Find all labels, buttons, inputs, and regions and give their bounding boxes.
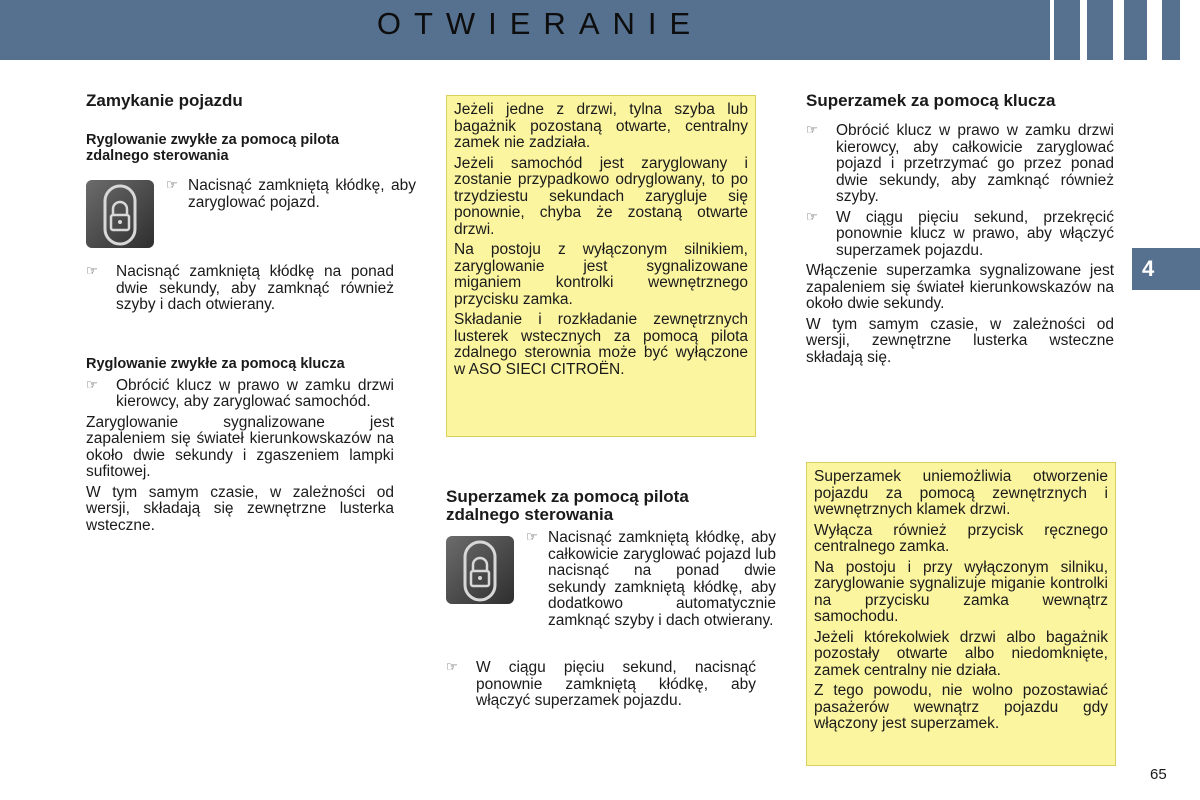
paragraph-superlock-mirrors: W tym samym czasie, w zależności od wersji, zewnętrzne lusterka wsteczne składają się.: [806, 315, 1114, 366]
column-3: [806, 92, 1114, 370]
pointing-hand-icon: ☞: [806, 208, 818, 224]
lock-button-icon: [446, 536, 514, 604]
superlock-remote-step: [446, 529, 776, 660]
note-box-superlock: [806, 462, 1116, 766]
paragraph-lock-signal: Zaryglowanie sygnalizowane jest zapaleniem się świateł kierunkowskazów na około dwie sekundy i zgaszeniem lampki sufitowej.: [86, 413, 394, 480]
paragraph-superlock-signal: Włączenie superzamka sygnalizowane jest zapaleniem się świateł kierunkowskazów na około dwie sekundy.: [806, 262, 1114, 312]
bullet-remote-lock: ☞ Nacisnąć zamkniętą kłódkę, aby zaryglować pojazd.: [166, 177, 416, 211]
note-box-locking: [446, 95, 756, 437]
pointing-hand-icon: ☞: [86, 376, 98, 392]
bullet-superlock-remote: ☞ Nacisnąć zamkniętą kłódkę, aby całkowicie zaryglować pojazd lub nacisnąć na ponad dwie sekundy zamkniętą kłódkę, aby dodatkowo automatycznie zamknąć szyby i dach otwierany.: [526, 529, 776, 629]
lock-button-icon: [86, 180, 154, 248]
chapter-tab: 4: [1132, 248, 1200, 290]
column-1: [86, 91, 416, 538]
pointing-hand-icon: ☞: [806, 122, 818, 137]
bullet-superlock-key: ☞ Obrócić klucz w prawo w zamku drzwi kierowcy, aby całkowicie zaryglować pojazd i przetrzymać go przez ponad dwie sekundy, aby zamknąć również szyby.: [806, 122, 1114, 205]
heading-remote-locking: Ryglowanie zwykłe za pomocą pilota zdalnego sterowania: [86, 132, 340, 164]
bullet-superlock-confirm: ☞ W ciągu pięciu sekund, nacisnąć ponownie zamkniętą kłódkę, aby włączyć superzamek pojazdu.: [446, 659, 756, 709]
bullet-superlock-key-confirm: ☞ W ciągu pięciu sekund, przekręcić ponownie klucz w prawo, aby włączyć superzamek pojazdu.: [806, 208, 1114, 259]
note-paragraph: Wyłącza również przycisk ręcznego centralnego zamka.: [814, 521, 1108, 555]
note-paragraph: Na postoju i przy wyłączonym silniku, zaryglowanie sygnalizuje miganie kontrolki na przycisku zamka wewnątrz samochodu.: [814, 558, 1108, 625]
pointing-hand-icon: ☞: [166, 177, 178, 192]
note-paragraph: Jeżeli jedne z drzwi, tylna szyba lub bagażnik pozostaną otwarte, centralny zamek nie zadziała.: [454, 101, 748, 151]
note-paragraph: Składanie i rozkładanie zewnętrznych lusterek wstecznych za pomocą pilota zdalnego sterownia może być wyłączone w ASO SIECI CITROËN.: [454, 311, 748, 378]
note-paragraph: Superzamek uniemożliwia otworzenie pojazdu za pomocą zewnętrznych i wewnętrznych klamek drzwi.: [814, 468, 1108, 518]
pointing-hand-icon: ☞: [446, 659, 458, 674]
heading-key-locking: Ryglowanie zwykłe za pomocą klucza: [86, 355, 345, 372]
pointing-hand-icon: ☞: [526, 529, 538, 544]
heading-superlock-remote: Superzamek za pomocą pilota zdalnego sterowania: [446, 487, 689, 524]
page-title: OTWIERANIE: [376, 6, 704, 41]
section-title-locking: Zamykanie pojazdu: [86, 91, 243, 110]
note-paragraph: Jeżeli którekolwiek drzwi albo bagażnik pozostały otwarte albo niedomknięte, zamek centralny nie działa.: [814, 628, 1108, 679]
pointing-hand-icon: ☞: [86, 263, 98, 278]
heading-superlock-key: Superzamek za pomocą klucza: [806, 91, 1056, 110]
bullet-remote-lock-windows: ☞ Nacisnąć zamkniętą kłódkę na ponad dwie sekundy, aby zamknąć również szyby i dach otwierany.: [86, 263, 394, 313]
note-paragraph: Z tego powodu, nie wolno pozostawiać pasażerów wewnątrz pojazdu gdy włączony jest superzamek.: [814, 682, 1108, 732]
column-2-superlock: [446, 487, 776, 714]
bullet-key-lock: ☞ Obrócić klucz w prawo w zamku drzwi kierowcy, aby zaryglować samochód.: [86, 376, 394, 410]
paragraph-mirrors: W tym samym czasie, w zależności od wersji, składają się zewnętrzne lusterka wsteczne.: [86, 483, 394, 534]
remote-lock-step: [86, 177, 416, 264]
note-paragraph: Na postoju z wyłączonym silnikiem, zaryglowanie jest sygnalizowane miganiem kontrolki wewnętrznego przycisku zamka.: [454, 241, 748, 308]
note-paragraph: Jeżeli samochód jest zaryglowany i zostanie przypadkowo odryglowany, to po trzydziestu sekundach zarygluje się ponownie, chyba że zostaną otwarte drzwi.: [454, 154, 748, 238]
page-number: 65: [1150, 766, 1167, 783]
header-bar: [0, 0, 1200, 60]
